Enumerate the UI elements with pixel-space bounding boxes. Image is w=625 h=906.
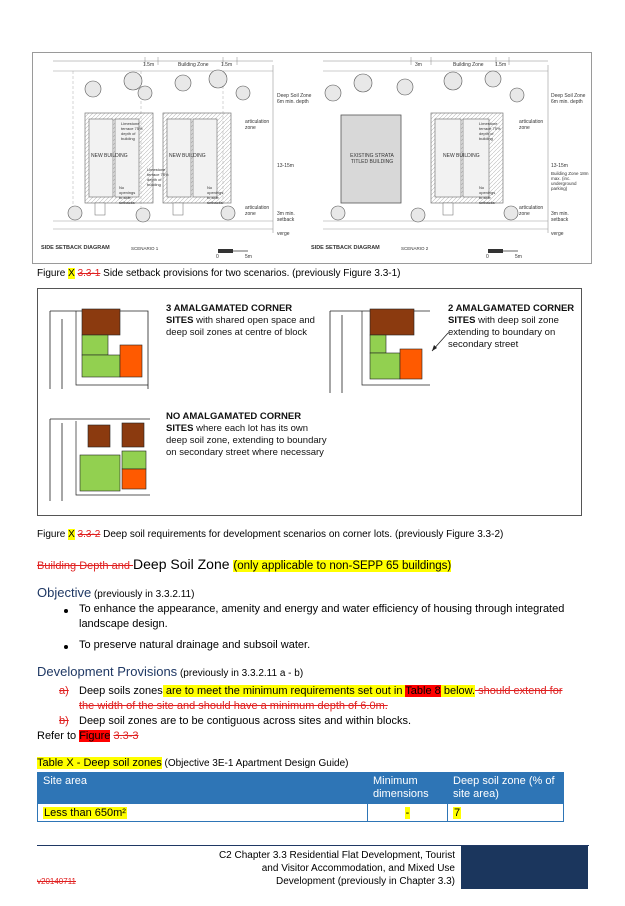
articulation-label: articulation zone xyxy=(519,119,544,131)
struck-figure-number: 3.3-2 xyxy=(77,529,101,540)
footer-accent-block xyxy=(461,846,588,889)
column-header: Minimum dimensions xyxy=(368,773,448,804)
openings-note: No openings to side setbacks xyxy=(119,185,136,205)
scenario-label: SCENARIO 2 xyxy=(401,246,429,251)
version-label: v20140711 xyxy=(37,877,76,886)
scenario-2-amalgamated xyxy=(330,309,448,393)
dim-label: 1.5m xyxy=(495,62,507,68)
terrace-note: Limestone terrace 75% depth of building xyxy=(147,167,169,187)
heading-title: Deep Soil Zone xyxy=(133,556,230,572)
scale-label: 5m xyxy=(515,254,522,260)
scenario-description: 3 AMALGAMATED CORNER SITES with shared open space and deep soil zones at centre of block xyxy=(166,303,315,338)
figure1-caption: Figure X 3.3-1 Side setback provisions for two scenarios. (previously Figure 3.3-1) xyxy=(37,268,401,279)
building-zone-label: Building Zone 18m max. (inc. underground parking) xyxy=(551,171,589,191)
terrace-note: Limestone terrace 75% depth of building xyxy=(479,121,501,141)
articulation-label: articulation zone xyxy=(245,119,270,131)
dim-label: 3m xyxy=(415,62,422,68)
provision-a: Deep soils zones are to meet the minimum requirements set out in Table 8 below. should extend for the width of the site and should have a minimum depth of 6.0m. xyxy=(79,685,563,712)
building-label: NEW BUILDING xyxy=(443,153,480,159)
table-row xyxy=(38,804,564,822)
table-cell: Less than 650m² xyxy=(38,804,368,822)
table-cell: - xyxy=(368,804,448,822)
table-reference: Table 8 xyxy=(405,685,441,697)
figure-side-setback xyxy=(32,52,592,264)
setback-label: 3m min. setback xyxy=(551,211,569,223)
figure-number-placeholder: X xyxy=(68,268,75,279)
struck-heading-text: Building Depth and xyxy=(37,560,134,572)
scale-label: 0 xyxy=(486,254,489,260)
scenario-description: 2 AMALGAMATED CORNER SITES with deep soil zone extending to boundary on secondary street xyxy=(448,303,575,350)
scenario-description: NO AMALGAMATED CORNER SITES where each lot has its own deep soil zone, extending to boundary on secondary street where necessary xyxy=(166,411,327,458)
scale-label: 5m xyxy=(245,254,252,260)
scenario-no-amalgamated xyxy=(50,419,150,501)
verge-label: verge xyxy=(551,231,564,237)
existing-building-label: EXISTING STRATA TITLED BUILDING xyxy=(350,153,394,165)
struck-text: should extend for the width of the site and should have a minimum depth of 6.0m. xyxy=(79,685,563,712)
table-title: Table X - Deep soil zones (Objective 3E-1 Apartment Design Guide) xyxy=(37,757,349,769)
table-header-row xyxy=(38,773,564,804)
dim-label: Building Zone xyxy=(178,62,209,68)
objective-bullet: To preserve natural drainage and subsoil water. xyxy=(79,639,311,651)
articulation-label: articulation zone xyxy=(519,205,544,217)
diagram-title: SIDE SETBACK DIAGRAM xyxy=(41,245,110,251)
objective-heading: Objective (previously in 3.3.2.11) xyxy=(37,585,195,600)
list-marker: a) xyxy=(59,685,69,697)
side-setback-diagrams xyxy=(33,53,593,265)
struck-figure-number: 3.3-1 xyxy=(77,268,101,279)
left-setback-panel xyxy=(53,57,273,253)
objective-bullet: To enhance the appearance, amenity and energy and water efficiency of housing through integrated landscape design. xyxy=(79,603,565,630)
deep-soil-label: Deep Soil Zone 6m min. depth xyxy=(551,93,586,105)
list-marker: b) xyxy=(59,715,69,727)
building-label: NEW BUILDING xyxy=(169,153,206,159)
highlighted-text: are to meet the minimum requirements set out in xyxy=(162,685,406,697)
openings-note: No openings to side setbacks xyxy=(207,185,224,205)
verge-label: verge xyxy=(277,231,290,237)
applicability-note: (only applicable to non-SEPP 65 buildings) xyxy=(233,560,452,572)
section-heading xyxy=(37,556,451,572)
dim-label: 1.5m xyxy=(143,62,155,68)
setback-label: 3m min. setback xyxy=(277,211,295,223)
deep-soil-table xyxy=(37,772,564,822)
deep-soil-label: Deep Soil Zone 6m min. depth xyxy=(277,93,312,105)
depth-label: 13-15m xyxy=(277,163,294,169)
refer-line: Refer to Figure 3.3-3 xyxy=(37,730,139,742)
figure-number-placeholder: X xyxy=(68,529,75,540)
struck-figure-number: 3.3-3 xyxy=(113,730,139,742)
column-header: Site area xyxy=(38,773,368,804)
openings-note: No openings to side setbacks xyxy=(479,185,496,205)
column-header: Deep soil zone (% of site area) xyxy=(448,773,564,804)
figure-corner-lots xyxy=(37,288,582,516)
diagram-title: SIDE SETBACK DIAGRAM xyxy=(311,245,380,251)
bullet-icon xyxy=(64,645,68,649)
scenario-3-amalgamated xyxy=(50,309,148,389)
terrace-note: Limestone terrace 75% depth of building xyxy=(121,121,143,141)
figure2-caption: Figure X 3.3-2 Deep soil requirements for development scenarios on corner lots. (previously Figure 3.3-2) xyxy=(37,529,504,540)
dim-label: Building Zone xyxy=(453,62,484,68)
provisions-heading: Development Provisions (previously in 3.3.2.11 a - b) xyxy=(37,664,304,679)
bullet-icon xyxy=(64,609,68,613)
dim-label: 1.5m xyxy=(221,62,233,68)
articulation-label: articulation zone xyxy=(245,205,270,217)
building-label: NEW BUILDING xyxy=(91,153,128,159)
depth-label: 13-15m xyxy=(551,163,568,169)
footer-chapter-text: C2 Chapter 3.3 Residential Flat Development, Tourist and Visitor Accommodation, and Mixed Use Development (previously in Chapter 3.3) xyxy=(218,850,455,887)
provision-b: Deep soil zones are to be contiguous across sites and within blocks. xyxy=(79,715,412,727)
scenario-label: SCENARIO 1 xyxy=(131,246,159,251)
scale-label: 0 xyxy=(216,254,219,260)
table-cell: 7 xyxy=(448,804,564,822)
figure-reference: Figure xyxy=(79,730,111,742)
